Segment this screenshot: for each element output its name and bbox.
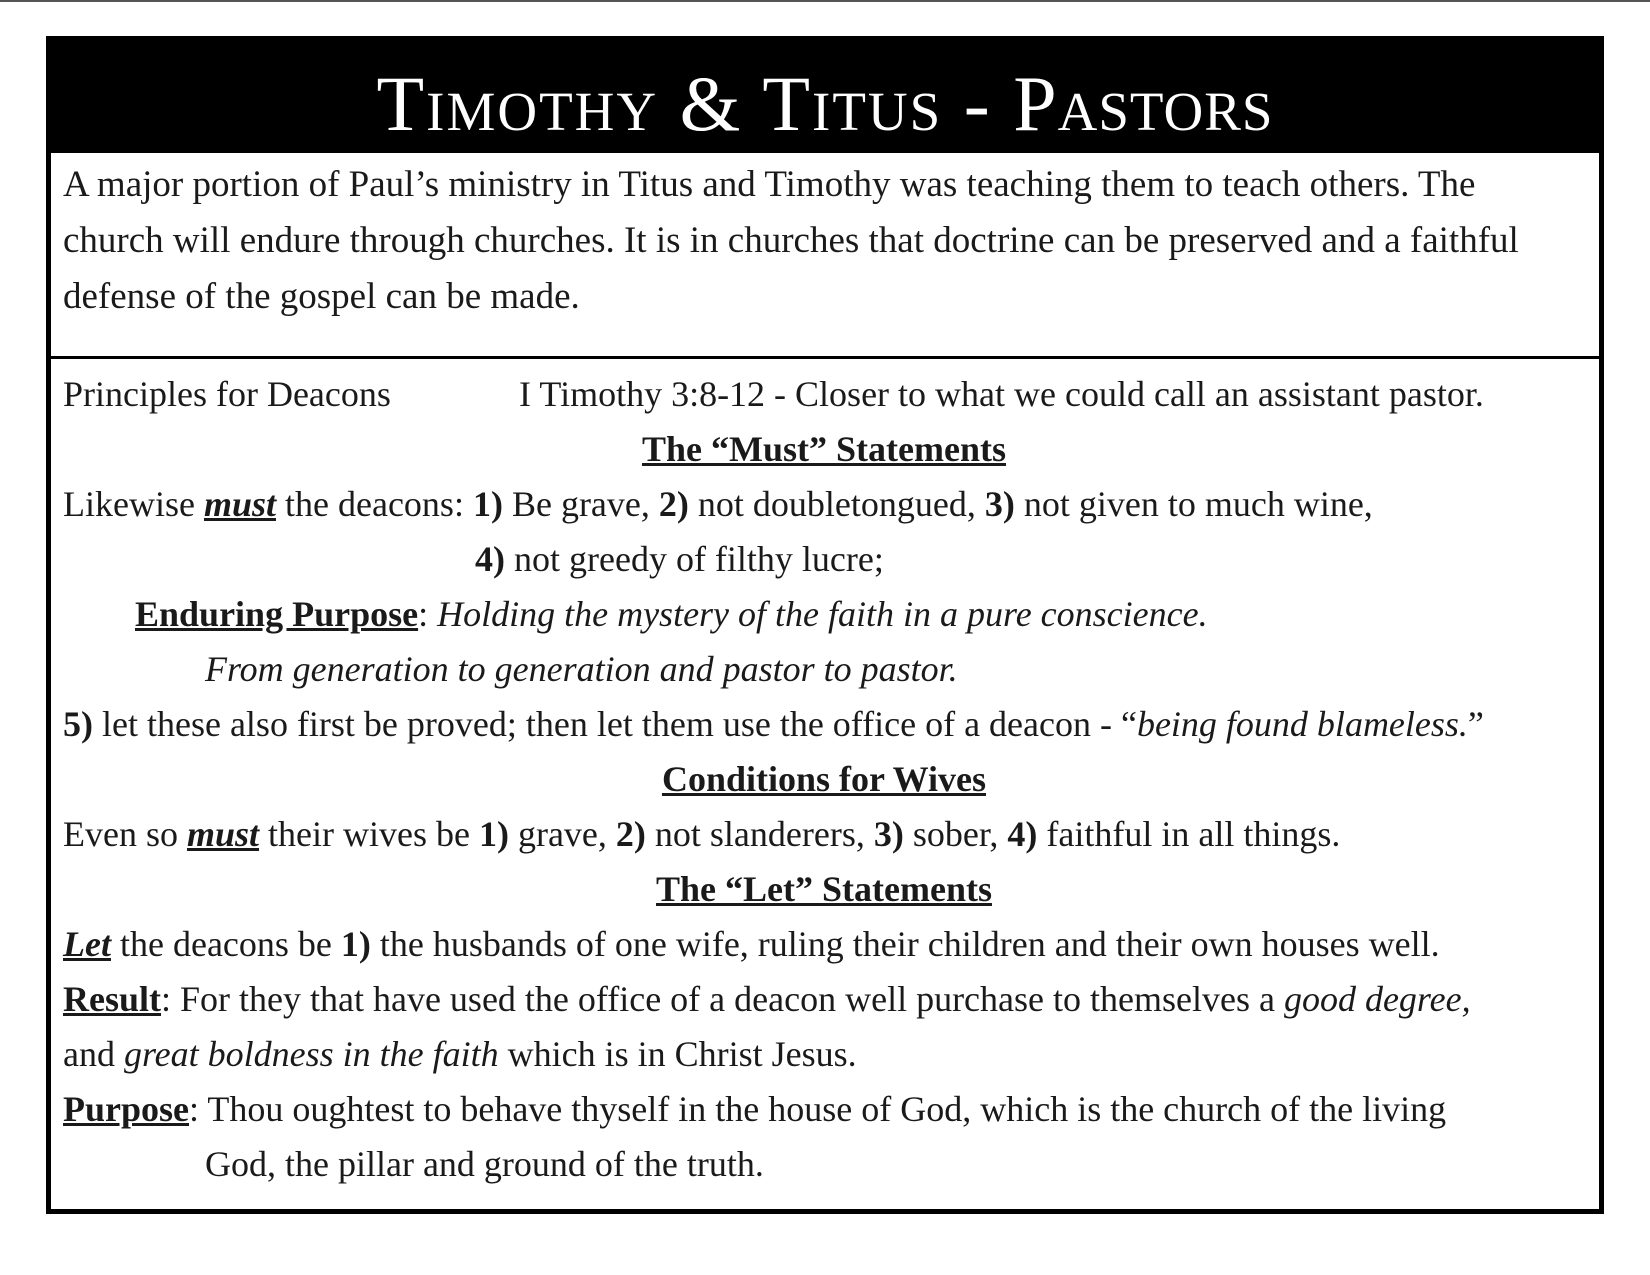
item-number: 4)	[475, 539, 505, 579]
result2-rest: which is in Christ Jesus.	[498, 1034, 857, 1074]
principles-label: Principles for Deacons	[63, 374, 391, 414]
item-number: 5)	[63, 704, 93, 744]
item-text: grave,	[508, 814, 616, 854]
item-number: 3)	[984, 484, 1015, 524]
result-line	[63, 972, 1585, 1027]
result2-lead: and	[63, 1034, 124, 1074]
item-text: not doubletongued,	[688, 484, 985, 524]
enduring-purpose-line	[63, 587, 1585, 642]
item-number: 4)	[1007, 814, 1038, 854]
purpose-line-2: God, the pillar and ground of the truth.	[205, 1144, 764, 1184]
must-line-1	[63, 477, 1585, 532]
enduring-colon: :	[418, 594, 438, 634]
item-text: sober,	[903, 814, 1008, 854]
item-text: let these also first be proved; then let them use the office of a deacon - “	[93, 704, 1137, 744]
enduring-purpose-label: Enduring Purpose	[135, 594, 419, 634]
wives-line	[63, 807, 1585, 862]
item-number: 1)	[340, 924, 371, 964]
principles-line	[63, 367, 1585, 422]
page-title	[376, 61, 1273, 147]
item-text: the husbands of one wife, ruling their children and their own houses well.	[370, 924, 1440, 964]
title-main: Timothy & Titus	[376, 60, 943, 147]
item-text: not given to much wine,	[1014, 484, 1373, 524]
item-number: 2)	[658, 484, 689, 524]
let-lead: the deacons be	[110, 924, 341, 964]
item-text: not slanderers,	[645, 814, 874, 854]
good-degree-text: good degree,	[1283, 979, 1471, 1019]
title-banner	[51, 41, 1599, 153]
intro-box	[51, 153, 1599, 359]
item-number: 1)	[472, 484, 503, 524]
let-heading: The “Let” Statements	[656, 869, 992, 909]
must-word: must	[203, 484, 277, 524]
item-number: 1)	[478, 814, 509, 854]
item-number: 3)	[873, 814, 904, 854]
purpose-line	[63, 1082, 1585, 1137]
item-number: 2)	[615, 814, 646, 854]
must-line-2	[63, 532, 1585, 587]
scripture-reference: I Timothy 3:8-12 - Closer to what we could call an assistant pastor.	[519, 374, 1484, 414]
item-text: Be grave,	[502, 484, 659, 524]
must-rest: the deacons:	[276, 484, 473, 524]
result-text: : For they that have used the office of a deacon well purchase to themselves a	[161, 979, 1284, 1019]
must-word: must	[186, 814, 260, 854]
let-line	[63, 917, 1585, 972]
item-text: faithful in all things.	[1037, 814, 1341, 854]
close-quote: ”	[1467, 704, 1484, 744]
wives-rest: their wives be	[259, 814, 479, 854]
content-frame	[46, 36, 1604, 1214]
deacons-section	[51, 367, 1599, 1192]
must-heading: The “Must” Statements	[642, 429, 1006, 469]
purpose-label: Purpose	[63, 1089, 189, 1129]
must-line-5	[63, 697, 1585, 752]
title-subtitle: Pastors	[1013, 60, 1274, 147]
title-dash: -	[942, 60, 1014, 147]
blameless-text: being found blameless.	[1136, 704, 1468, 744]
let-word: Let	[63, 924, 111, 964]
wives-heading: Conditions for Wives	[661, 759, 987, 799]
boldness-text: great boldness in the faith	[123, 1034, 499, 1074]
top-rule	[0, 0, 1650, 2]
result-label: Result	[63, 979, 161, 1019]
generation-line: From generation to generation and pastor to pastor.	[205, 649, 958, 689]
item-text: not greedy of filthy lucre;	[505, 539, 884, 579]
purpose-text: : Thou oughtest to behave thyself in the house of God, which is the church of the living	[189, 1089, 1447, 1129]
must-lead: Likewise	[63, 484, 204, 524]
enduring-purpose-text: Holding the mystery of the faith in a pure conscience.	[437, 594, 1208, 634]
wives-lead: Even so	[63, 814, 187, 854]
intro-paragraph: A major portion of Paul’s ministry in Titus and Timothy was teaching them to teach others. The church will endure through churches. It is in churches that doctrine can be preserved and a faithful defense of the gospel can be made.	[63, 164, 1519, 317]
result-line-2	[63, 1027, 1585, 1082]
